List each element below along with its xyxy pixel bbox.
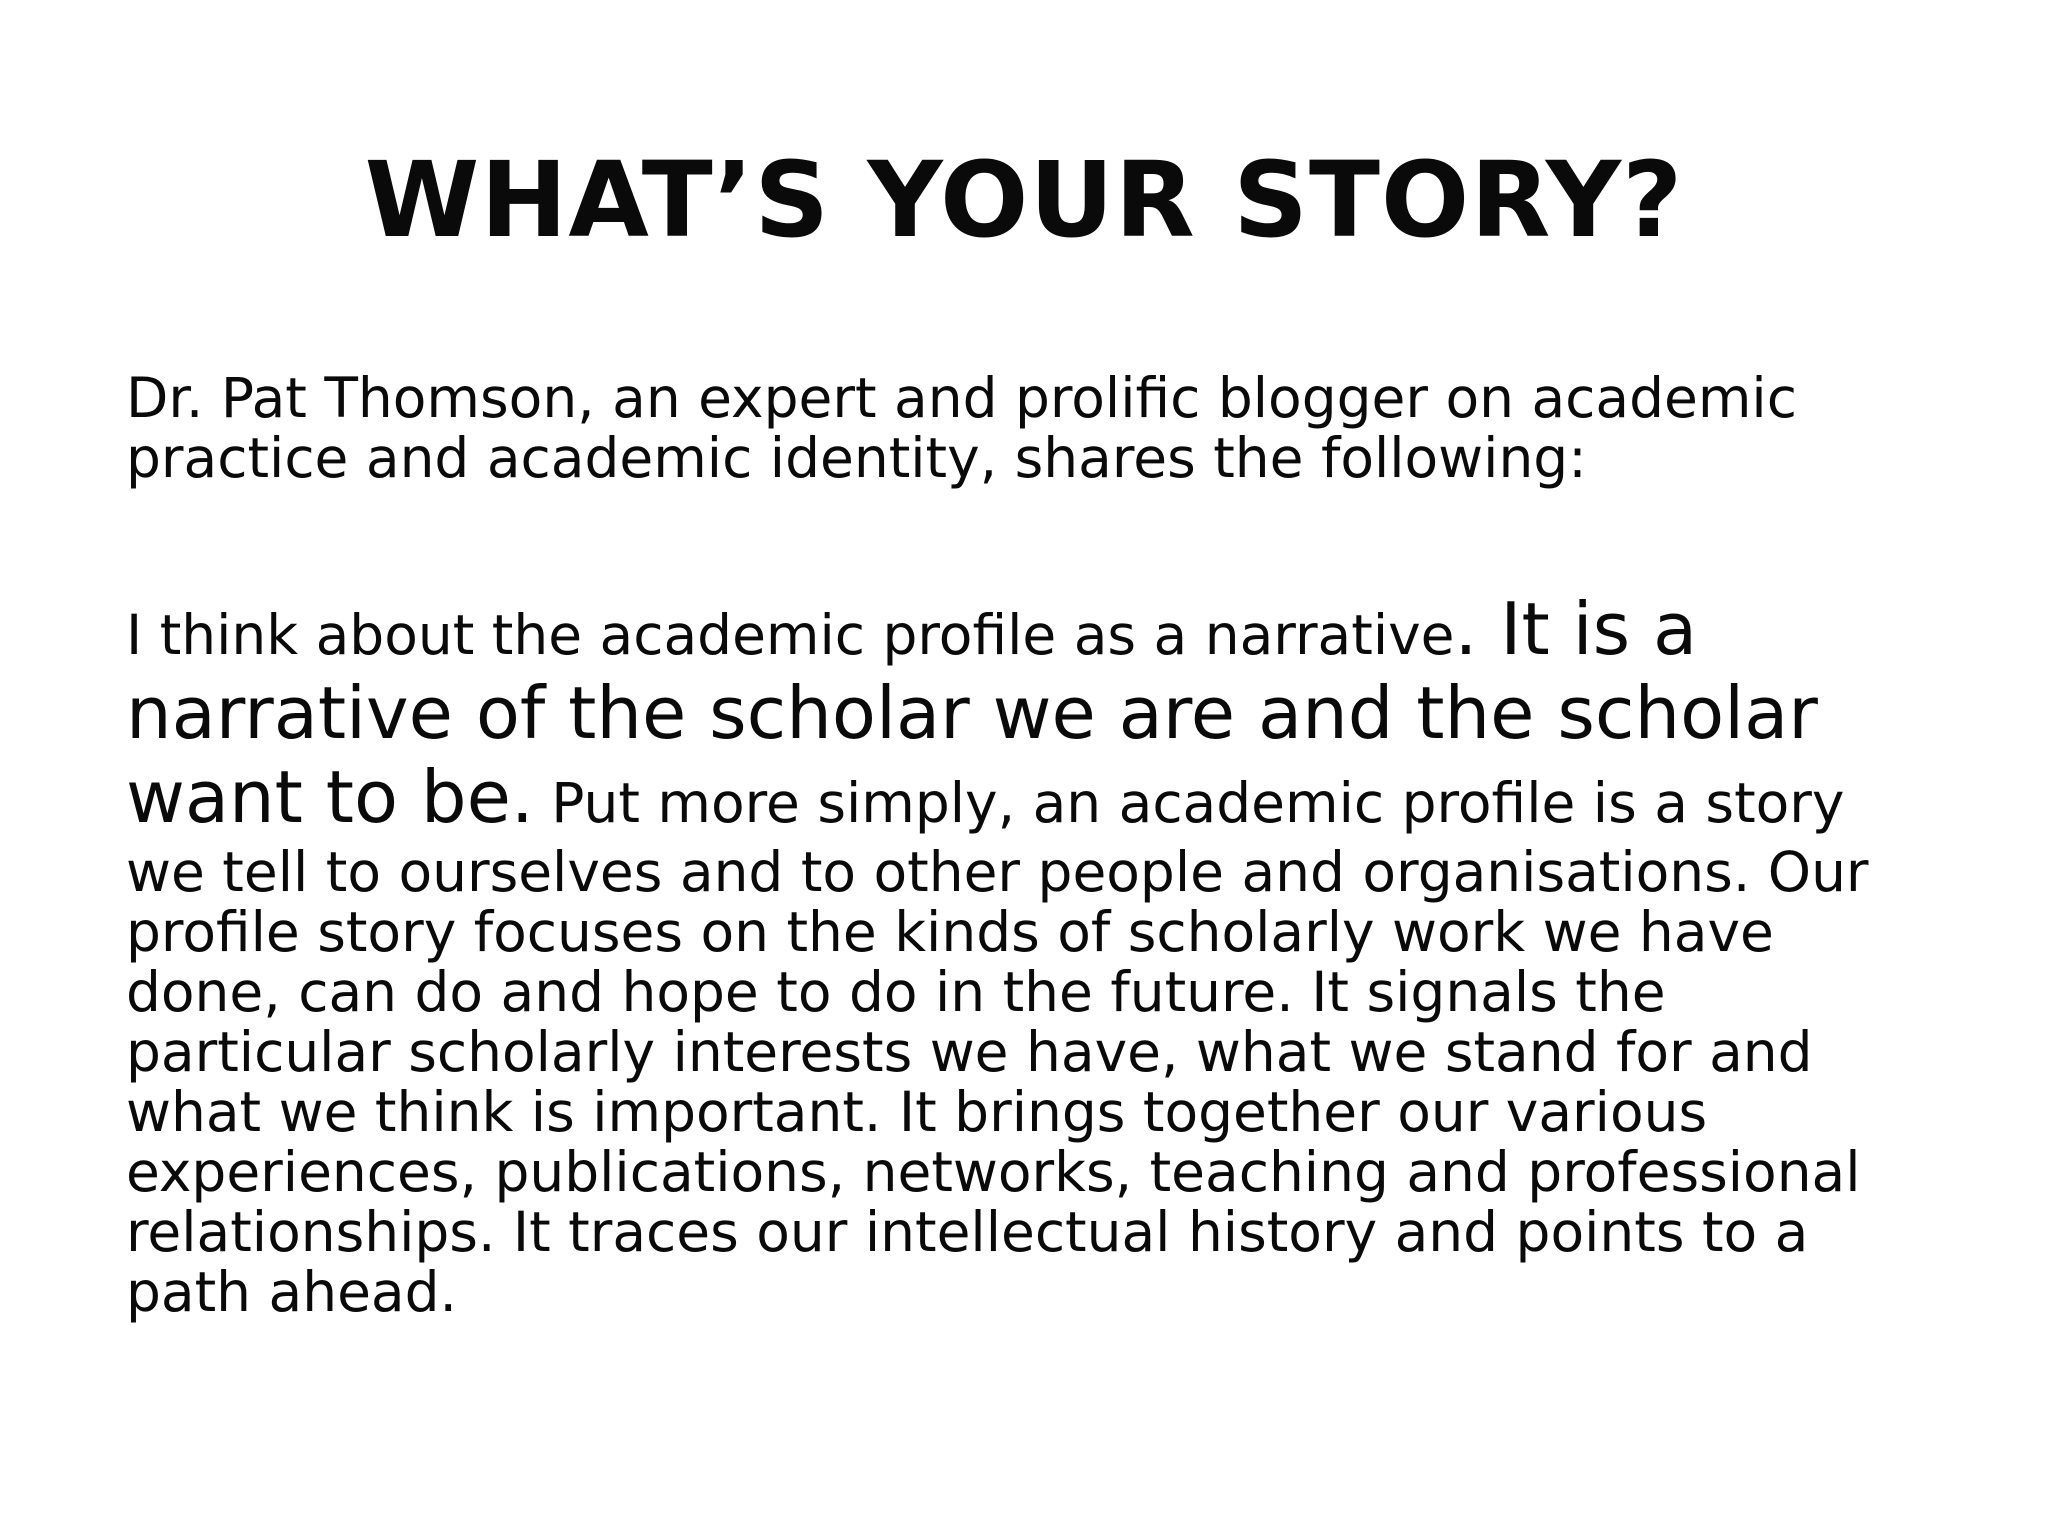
intro-paragraph: [126, 368, 1946, 488]
quote-line: [126, 755, 1946, 842]
quote-line: we tell to ourselves and to other people and organisations. Our: [126, 840, 1869, 904]
quote-line: done, can do and hope to do in the future. It signals the: [126, 960, 1666, 1024]
quote-line: relationships. It traces our intellectual history and points to a: [126, 1200, 1809, 1264]
slide-title: WHAT’S YOUR STORY?: [364, 139, 1684, 261]
quote-line: what we think is important. It brings together our various: [126, 1080, 1708, 1144]
quote-line: [126, 671, 1946, 758]
quote-text: Put more simply, an academic profile is a story: [533, 771, 1845, 835]
quote-emphasis: narrative of the scholar we are and the scholar: [126, 671, 1818, 755]
quote-line: particular scholarly interests we have, what we stand for and: [126, 1020, 1813, 1084]
quote-emphasis: . It is a: [1454, 587, 1698, 671]
intro-line: practice and academic identity, shares the following:: [126, 426, 1587, 490]
quote-line: [126, 587, 1946, 674]
quote-line: profile story focuses on the kinds of scholarly work we have: [126, 900, 1774, 964]
quote-emphasis: want to be.: [126, 755, 534, 839]
intro-line: Dr. Pat Thomson, an expert and prolific blogger on academic: [126, 366, 1797, 430]
quote-paragraph: [126, 587, 1946, 1324]
quote-text: I think about the academic profile as a narrative: [126, 603, 1455, 667]
quote-line: path ahead.: [126, 1260, 458, 1324]
quote-line: experiences, publications, networks, teaching and professional: [126, 1140, 1861, 1204]
